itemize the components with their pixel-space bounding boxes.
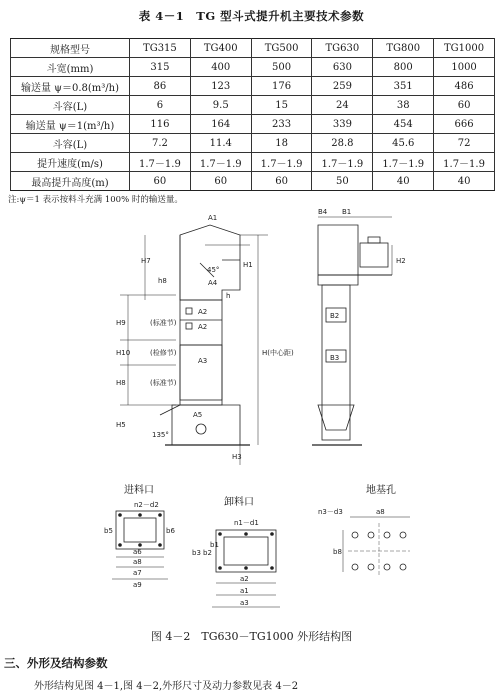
outlet-a1: a1 — [240, 587, 249, 595]
foundation-n3d3: n3－d3 — [318, 508, 343, 516]
inlet-b6: b6 — [166, 527, 175, 535]
table-row — [11, 172, 495, 191]
foundation-a8: a8 — [376, 508, 385, 516]
table-cell: 60 — [251, 172, 312, 191]
table-cell: 38 — [373, 96, 434, 115]
outlet-outer — [216, 530, 276, 572]
label-a2-top: A2 — [198, 308, 208, 316]
label-b3: B3 — [330, 354, 340, 362]
label-section-top: (标准节) — [150, 319, 177, 327]
label-b4: B4 — [318, 208, 328, 216]
inlet-a7: a7 — [133, 569, 142, 577]
table-cell: 630 — [312, 58, 373, 77]
table-cell: 351 — [373, 77, 434, 96]
table-cell: TG500 — [251, 39, 312, 58]
inlet-a9: a9 — [133, 581, 142, 589]
table-cell: 6 — [130, 96, 191, 115]
boot-outline — [172, 405, 240, 445]
section-body: 外形结构见图 4－1,图 4－2,外形尺寸及动力参数见表 4－2 — [34, 681, 299, 692]
side-boot — [318, 405, 354, 430]
table-cell: TG800 — [373, 39, 434, 58]
label-h9: H9 — [116, 319, 126, 327]
inlet-a8: a8 — [133, 558, 142, 566]
label-b2: B2 — [330, 312, 340, 320]
table-cell: TG1000 — [434, 39, 495, 58]
outlet-a3: a3 — [240, 599, 249, 607]
motor — [360, 243, 388, 267]
row-label: 最高提升高度(m) — [11, 172, 130, 191]
table-cell: 454 — [373, 115, 434, 134]
label-h5: H5 — [116, 421, 126, 429]
table-row — [11, 115, 495, 134]
outlet-b1: b1 — [210, 541, 219, 549]
table-cell: 7.2 — [130, 134, 191, 153]
label-h10: H10 — [116, 349, 131, 357]
label-total-height: H(中心距) — [262, 349, 294, 357]
table-cell: 123 — [190, 77, 251, 96]
table-cell: 24 — [312, 96, 373, 115]
head-outline — [180, 225, 240, 300]
table-cell: 666 — [434, 115, 495, 134]
table-cell: 1000 — [434, 58, 495, 77]
front-view-labels — [116, 214, 294, 461]
table-cell: 176 — [251, 77, 312, 96]
inlet-n2d2: n2－d2 — [134, 501, 159, 509]
inlet-title: 进料口 — [124, 485, 154, 496]
table-cell: 315 — [130, 58, 191, 77]
inlet-chute — [160, 405, 180, 415]
outlet-b3: b3 — [192, 549, 201, 557]
foundation-b8: b8 — [333, 548, 342, 556]
inlet-flange — [104, 483, 175, 589]
boot-pulley — [196, 424, 206, 434]
table-cell: 11.4 — [190, 134, 251, 153]
figure-caption: 图 4－2 TG630－TG1000 外形结构图 — [150, 630, 353, 643]
row-label: 提升速度(m/s) — [11, 153, 130, 172]
label-b1: B1 — [342, 208, 352, 216]
table-row — [11, 134, 495, 153]
table-row — [11, 58, 495, 77]
mid-casing — [180, 345, 222, 405]
inlet-a6: a6 — [133, 548, 142, 556]
row-label: 输送量 ψ＝0.8(m³/h) — [11, 77, 130, 96]
row-label: 斗容(L) — [11, 134, 130, 153]
table-cell: 500 — [251, 58, 312, 77]
table-cell: 233 — [251, 115, 312, 134]
table-cell: 60 — [130, 172, 191, 191]
table-cell: 60 — [434, 96, 495, 115]
label-h7: H7 — [141, 257, 151, 265]
motor-cap — [368, 237, 380, 243]
label-angle45: 45° — [207, 266, 220, 274]
inlet-inner — [124, 518, 156, 542]
table-cell: 1.7－1.9 — [190, 153, 251, 172]
label-a4: A4 — [208, 279, 218, 287]
table-cell: 60 — [190, 172, 251, 191]
table-cell: 486 — [434, 77, 495, 96]
table-cell: TG315 — [130, 39, 191, 58]
table-cell: 1.7－1.9 — [130, 153, 191, 172]
label-a2: A2 — [198, 323, 208, 331]
side-view — [312, 217, 392, 445]
table-cell: 1.7－1.9 — [251, 153, 312, 172]
table-cell: 40 — [434, 172, 495, 191]
table-cell: 28.8 — [312, 134, 373, 153]
table-cell: 1.7－1.9 — [312, 153, 373, 172]
table-header-row — [11, 39, 495, 58]
outlet-flange — [192, 495, 280, 607]
table-cell: 1.7－1.9 — [434, 153, 495, 172]
foundation-holes — [318, 483, 410, 577]
outlet-inner — [224, 537, 268, 565]
row-label: 斗宽(mm) — [11, 58, 130, 77]
label-a1: A1 — [208, 214, 218, 222]
table-cell: 50 — [312, 172, 373, 191]
outlet-bolts — [218, 532, 274, 570]
table-cell: 800 — [373, 58, 434, 77]
label-angle135: 135° — [152, 431, 169, 439]
marker-1 — [186, 308, 192, 314]
label-h1: H1 — [243, 261, 253, 269]
outlet-n1d1: n1－d1 — [234, 519, 259, 527]
table-cell: TG630 — [312, 39, 373, 58]
marker-2 — [186, 323, 192, 329]
table-cell: 45.6 — [373, 134, 434, 153]
label-section-low: (标准节) — [150, 379, 177, 387]
table-cell: 164 — [190, 115, 251, 134]
table-title: 表 4－1 TG 型斗式提升机主要技术参数 — [138, 9, 365, 23]
label-a3: A3 — [198, 357, 208, 365]
label-h: h — [226, 292, 231, 300]
spec-table — [10, 38, 495, 191]
table-cell: 72 — [434, 134, 495, 153]
structure-drawing — [0, 205, 503, 625]
table-cell: 86 — [130, 77, 191, 96]
table-cell: 40 — [373, 172, 434, 191]
section-title: 三、外形及结构参数 — [4, 656, 108, 670]
label-a5: A5 — [193, 411, 203, 419]
foundation-title: 地基孔 — [366, 485, 396, 496]
table-cell: TG400 — [190, 39, 251, 58]
label-h8: H8 — [116, 379, 126, 387]
inlet-b5: b5 — [104, 527, 113, 535]
side-head — [318, 225, 358, 285]
table-row — [11, 77, 495, 96]
label-h8-small: h8 — [158, 277, 167, 285]
table-cell: 259 — [312, 77, 373, 96]
outlet-b2: b2 — [203, 549, 212, 557]
table-row — [11, 153, 495, 172]
row-label: 规格型号 — [11, 39, 130, 58]
table-cell: 1.7－1.9 — [373, 153, 434, 172]
label-h3: H3 — [232, 453, 242, 461]
row-label: 斗容(L) — [11, 96, 130, 115]
outlet-a2: a2 — [240, 575, 249, 583]
table-cell: 400 — [190, 58, 251, 77]
table-note: 注:ψ＝1 表示按料斗充满 100% 时的输送量。 — [8, 195, 183, 205]
table-cell: 18 — [251, 134, 312, 153]
label-h2: H2 — [396, 257, 406, 265]
label-section-mid: (检修节) — [150, 349, 177, 357]
row-label: 输送量 ψ＝1(m³/h) — [11, 115, 130, 134]
table-row — [11, 96, 495, 115]
table-cell: 339 — [312, 115, 373, 134]
outlet-title: 卸料口 — [224, 497, 254, 508]
table-cell: 15 — [251, 96, 312, 115]
table-cell: 9.5 — [190, 96, 251, 115]
table-cell: 116 — [130, 115, 191, 134]
